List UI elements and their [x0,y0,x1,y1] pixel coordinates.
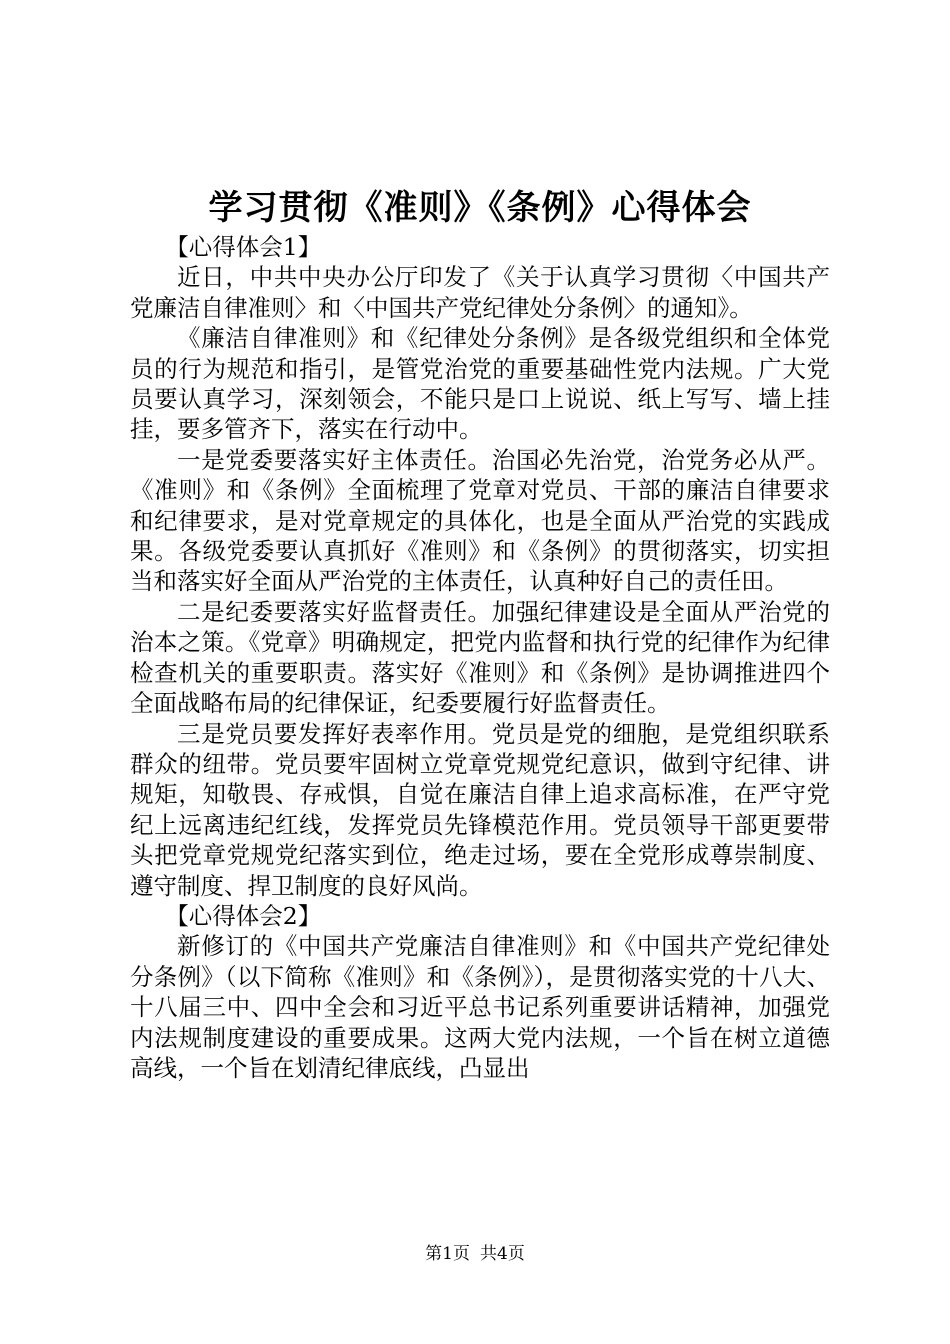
body-paragraph: 二是纪委要落实好监督责任。加强纪律建设是全面从严治党的治本之策。《党章》明确规定，把党内监督和执行党的纪律作为纪律检查机关的重要职责。落实好《准则》和《条例》是协调推进四个全面战略布局的纪律保证，纪委要履行好监督责任。 [130,597,830,718]
body-paragraph: 三是党员要发挥好表率作用。党员是党的细胞，是党组织联系群众的纽带。党员要牢固树立党章党规党纪意识，做到守纪律、讲规矩，知敬畏、存戒惧，自觉在廉洁自律上追求高标准，在严守党纪上远离违纪红线，发挥党员先锋模范作用。党员领导干部更要带头把党章党规党纪落实到位，绝走过场，要在全党形成尊崇制度、遵守制度、捍卫制度的良好风尚。 [130,719,830,900]
page-footer [0,1242,950,1266]
section-heading: 【心得体会2】 [165,901,322,930]
body-paragraph: 一是党委要落实好主体责任。治国必先治党，治党务必从严。《准则》和《条例》全面梳理了党章对党员、干部的廉洁自律要求和纪律要求，是对党章规定的具体化，也是全面从严治党的实践成果。各级党委要认真抓好《准则》和《条例》的贯彻落实，切实担当和落实好全面从严治党的主体责任，认真种好自己的责任田。 [130,445,830,596]
page-number: 第1页 [425,1244,470,1264]
document-title: 学习贯彻《准则》《条例》心得体会 [208,188,752,228]
page-total: 共4页 [480,1244,525,1264]
document-body [130,232,830,1083]
body-paragraph: 《廉洁自律准则》和《纪律处分条例》是各级党组织和全体党员的行为规范和指引，是管党治党的重要基础性党内法规。广大党员要认真学习，深刻领会，不能只是口上说说、纸上写写、墙上挂挂，要多管齐下，落实在行动中。 [130,324,830,444]
body-paragraph: 近日，中共中央办公厅印发了《关于认真学习贯彻〈中国共产党廉洁自律准则〉和〈中国共产党纪律处分条例〉的通知》。 [130,263,830,322]
section-heading: 【心得体会1】 [165,233,322,261]
body-paragraph: 新修订的《中国共产党廉洁自律准则》和《中国共产党纪律处分条例》（以下简称《准则》和《条例》），是贯彻落实党的十八大、十八届三中、四中全会和习近平总书记系列重要讲话精神，加强党内法规制度建设的重要成果。这两大党内法规，一个旨在树立道德高线，一个旨在划清纪律底线，凸显出 [130,932,830,1082]
